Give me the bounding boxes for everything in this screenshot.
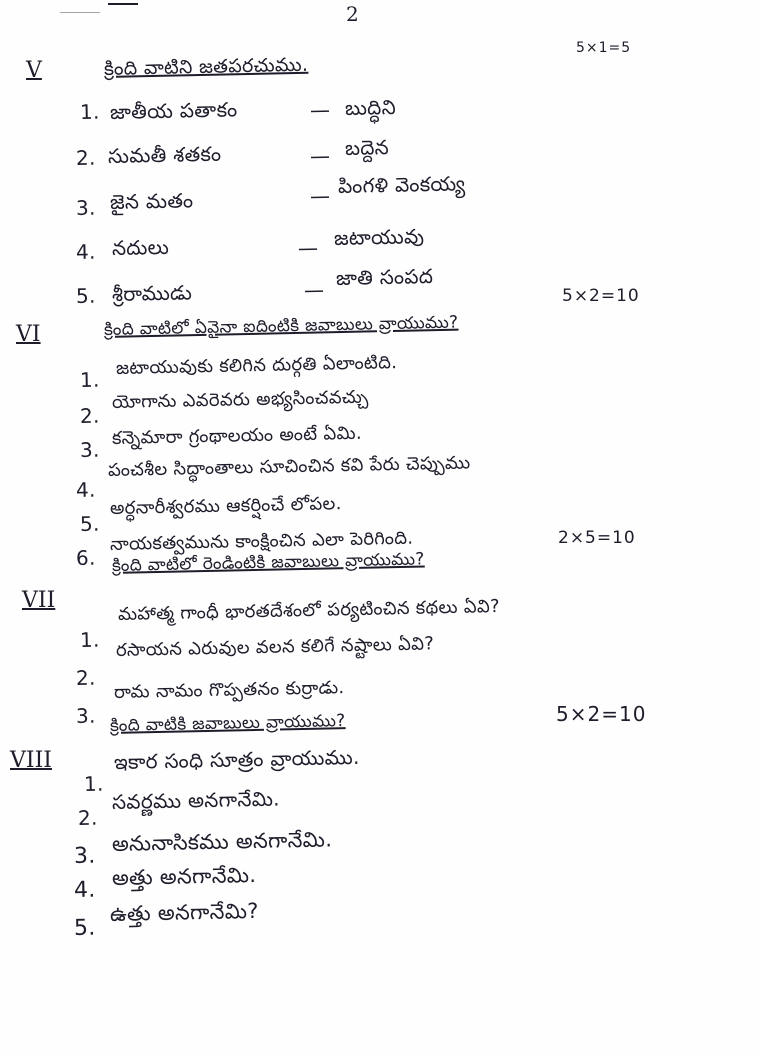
section-v-heading: క్రింది వాటిని జతపరచుము. xyxy=(103,53,309,80)
vii-item-1-number: 1. xyxy=(79,627,100,652)
section-v-marks: 5×1=5 xyxy=(576,40,632,56)
v-item-2-dash: — xyxy=(309,143,331,168)
vi-item-4-text: పంచశీల సిద్ధాంతాలు సూచించిన కవి పేరు చెప్పుము xyxy=(107,452,471,481)
vi-item-1-number: 1. xyxy=(79,367,100,392)
section-vi-marks: 5×2=10 xyxy=(562,286,640,306)
v-item-5-number: 5. xyxy=(75,283,96,308)
v-item-5-dash: — xyxy=(303,277,325,302)
section-vii-heading: క్రింది వాటిలో రెండింటికి జవాబులు వ్రాయుము? xyxy=(111,549,425,576)
v-item-1-match: బుద్ధిని xyxy=(344,94,397,120)
v-item-4-text: నదులు xyxy=(111,234,170,260)
section-vi-heading: క్రింది వాటిలో ఏవైనా ఐదింటికి జవాబులు వ్రాయుము? xyxy=(103,312,459,340)
section-vi-numeral: VI xyxy=(16,322,41,347)
vii-item-2-text: రసాయన ఎరువుల వలన కలిగే నష్టాలు ఏవి? xyxy=(115,633,435,661)
v-item-1-text: జాతీయ పతాకం xyxy=(109,97,238,124)
top-stroke-mark xyxy=(108,3,138,5)
section-viii-marks: 5×2=10 xyxy=(556,702,647,726)
vi-item-6-text: నాయకత్వమును కాంక్షించిన ఎలా పెరిగింది. xyxy=(109,527,414,555)
vii-item-3-text: రామ నామం గొప్పతనం కుర్రాడు. xyxy=(113,677,345,703)
v-item-4-match: జటాయువు xyxy=(333,224,425,250)
v-item-4-dash: — xyxy=(297,235,319,260)
v-item-3-text: జైన మతం xyxy=(109,188,194,214)
viii-item-2-number: 2. xyxy=(77,805,98,830)
v-item-2-text: సుమతీ శతకం xyxy=(107,141,222,168)
viii-item-1-number: 1. xyxy=(83,771,104,796)
page-number: 2 xyxy=(346,2,359,26)
section-vii-marks: 2×5=10 xyxy=(558,528,636,548)
top-left-dots xyxy=(60,12,100,13)
viii-item-4-number: 4. xyxy=(73,877,96,903)
vi-item-4-number: 4. xyxy=(75,477,96,502)
v-item-2-number: 2. xyxy=(75,145,96,170)
vii-item-3-number: 3. xyxy=(75,703,96,728)
vi-item-2-number: 2. xyxy=(79,403,100,428)
section-viii-numeral: VIII xyxy=(10,748,52,773)
vi-item-1-text: జటాయువుకు కలిగిన దుర్గతి ఏలాంటిది. xyxy=(115,352,398,379)
viii-item-5-number: 5. xyxy=(73,915,96,941)
v-item-3-dash: — xyxy=(309,183,331,208)
v-item-1-number: 1. xyxy=(79,99,100,124)
viii-item-1-text: ఇకార సంధి సూత్రం వ్రాయుము. xyxy=(113,744,360,774)
vi-item-3-number: 3. xyxy=(79,437,100,462)
v-item-5-text: శ్రీరాముడు xyxy=(111,280,193,306)
vi-item-3-text: కన్నెమారా గ్రంథాలయం అంటే ఏమి. xyxy=(111,422,363,449)
section-vii-numeral: VII xyxy=(22,588,56,613)
section-v-numeral: V xyxy=(26,58,42,83)
v-item-3-number: 3. xyxy=(75,195,96,220)
v-item-2-match: బద్దెన xyxy=(344,135,390,160)
v-item-1-dash: — xyxy=(309,97,331,122)
vii-item-2-number: 2. xyxy=(75,665,96,690)
vi-item-5-number: 5. xyxy=(79,511,100,536)
viii-item-2-text: సవర్ణము అనగానేమి. xyxy=(111,786,281,814)
viii-item-3-number: 3. xyxy=(73,843,96,869)
viii-item-4-text: అత్తు అనగానేమి. xyxy=(111,862,257,890)
section-viii-heading: క్రింది వాటికి జవాబులు వ్రాయుము? xyxy=(109,711,346,736)
v-item-5-match: జాతి సంపద xyxy=(335,263,434,290)
vi-item-5-text: అర్ధనారీశ్వరము ఆకర్షించే లోపల. xyxy=(109,493,342,519)
viii-item-5-text: ఉత్తు అనగానేమి? xyxy=(109,898,259,926)
v-item-4-number: 4. xyxy=(75,239,96,264)
vi-item-2-text: యోగాను ఎవరెవరు అభ్యసించవచ్చు xyxy=(111,386,369,413)
v-item-3-match: పింగళి వెంకయ్య xyxy=(337,171,466,198)
viii-item-3-text: అనునాసికము అనగానేమి. xyxy=(111,827,333,856)
vi-item-6-number: 6. xyxy=(75,545,96,570)
vii-item-1-text: మహాత్మ గాంధీ భారతదేశంలో పర్యటించిన కథలు ఏవి? xyxy=(117,596,501,625)
